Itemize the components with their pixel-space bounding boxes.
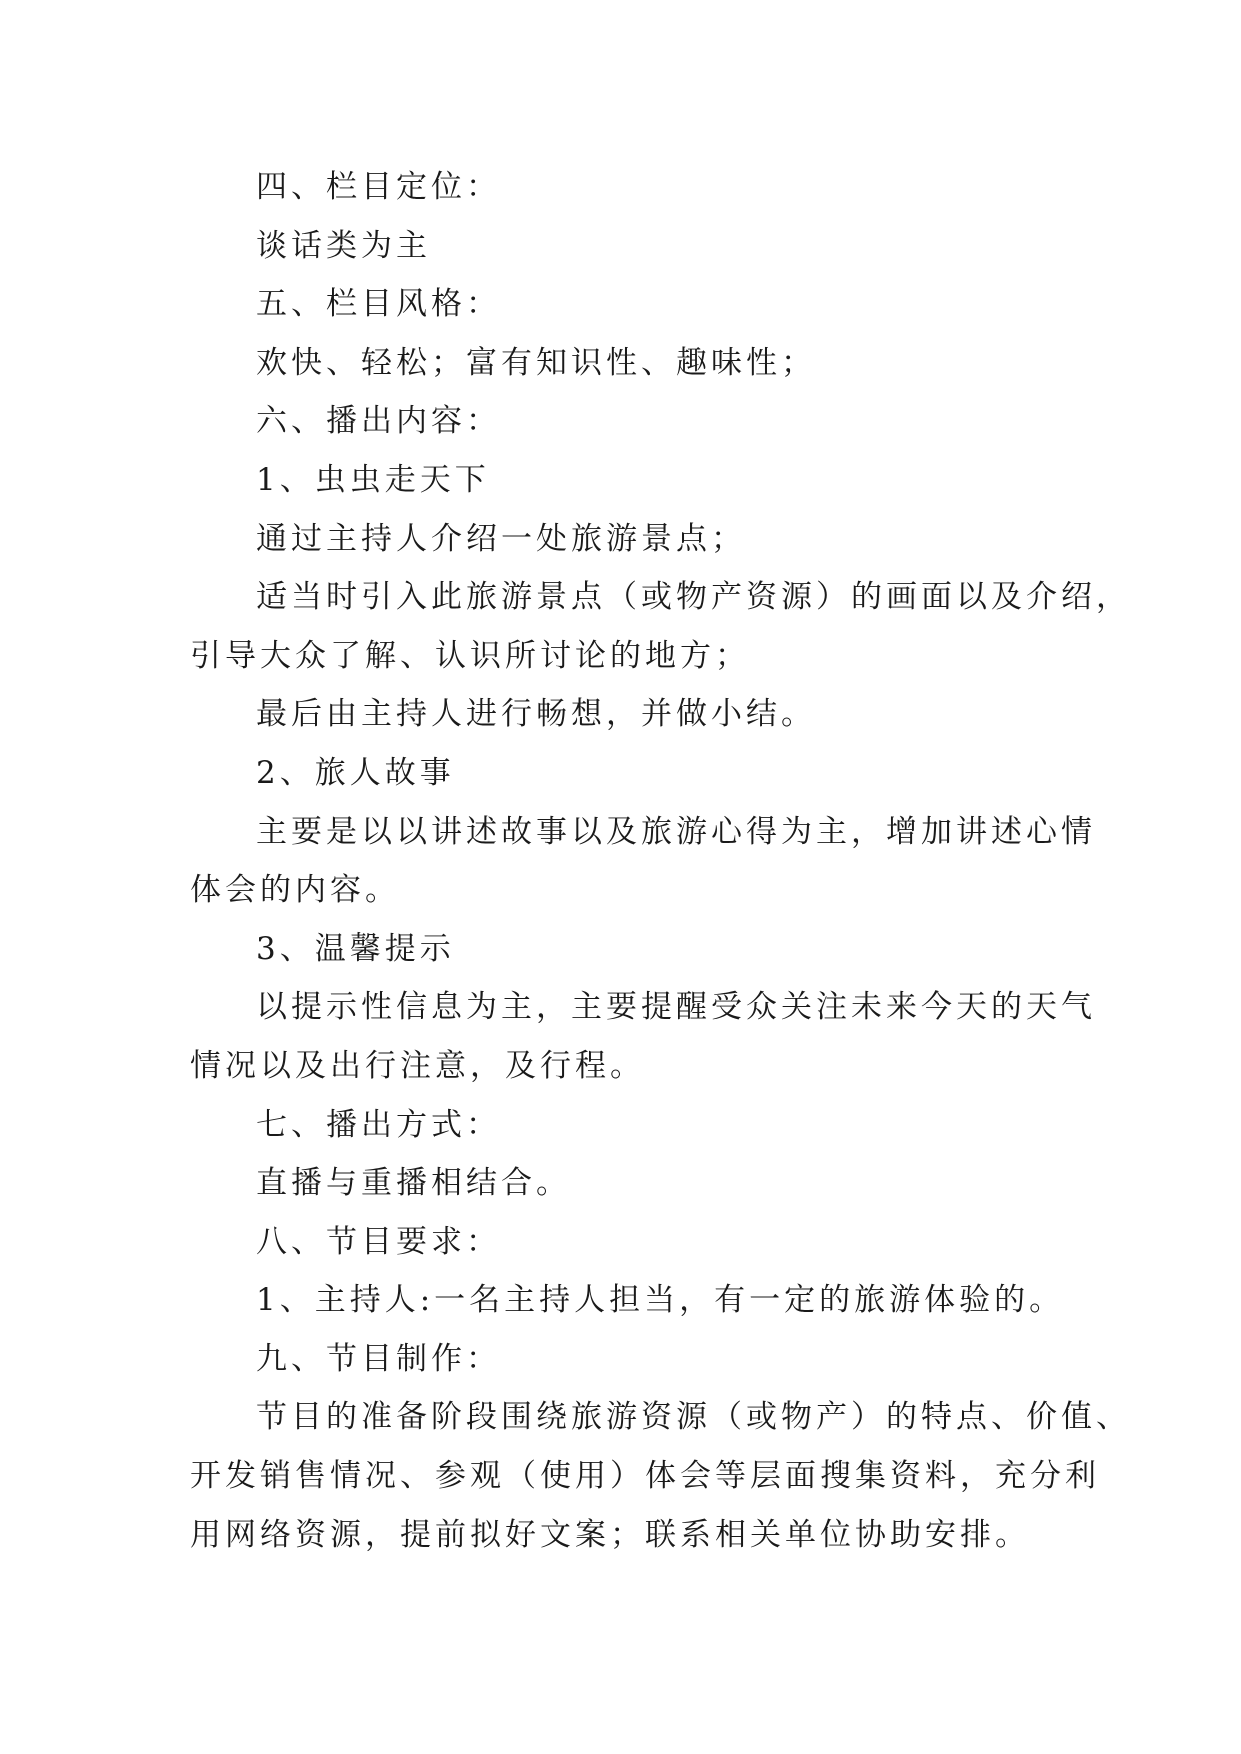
subheading-item-1: 1、虫虫走天下 <box>256 461 490 498</box>
paragraph: 通过主持人介绍一处旅游景点； <box>256 520 746 557</box>
subheading-item-3: 3、温馨提示 <box>256 930 455 967</box>
paragraph-continuation: 引导大众了解、认识所讨论的地方； <box>190 637 750 674</box>
heading-section-7: 七、播出方式： <box>256 1106 501 1143</box>
paragraph: 以提示性信息为主，主要提醒受众关注未来今天的天气 <box>256 989 1096 1026</box>
paragraph-continuation: 情况以及出行注意，及行程。 <box>190 1047 645 1084</box>
document-body <box>190 158 1131 1564</box>
paragraph: 适当时引入此旅游景点（或物产资源）的画面以及介绍， <box>256 579 1131 616</box>
heading-section-9: 九、节目制作： <box>256 1340 501 1377</box>
paragraph-continuation: 体会的内容。 <box>190 872 400 909</box>
paragraph-continuation: 开发销售情况、参观（使用）体会等层面搜集资料，充分利 <box>190 1458 1100 1495</box>
paragraph: 直播与重播相结合。 <box>256 1165 571 1202</box>
heading-section-8: 八、节目要求： <box>256 1223 501 1260</box>
subheading-item-2: 2、旅人故事 <box>256 754 455 791</box>
heading-section-4: 四、栏目定位： <box>256 169 501 205</box>
paragraph: 节目的准备阶段围绕旅游资源（或物产）的特点、价值、 <box>256 1399 1131 1436</box>
paragraph: 谈话类为主 <box>256 227 431 264</box>
paragraph-continuation: 用网络资源，提前拟好文案；联系相关单位协助安排。 <box>190 1516 1030 1553</box>
paragraph: 欢快、轻松；富有知识性、趣味性； <box>256 344 816 381</box>
paragraph: 主要是以以讲述故事以及旅游心得为主，增加讲述心情 <box>256 813 1096 850</box>
heading-section-6: 六、播出内容： <box>256 403 501 440</box>
paragraph: 最后由主持人进行畅想，并做小结。 <box>256 696 816 733</box>
heading-section-5: 五、栏目风格： <box>256 286 501 323</box>
paragraph: 1、主持人:一名主持人担当，有一定的旅游体验的。 <box>256 1282 1065 1319</box>
